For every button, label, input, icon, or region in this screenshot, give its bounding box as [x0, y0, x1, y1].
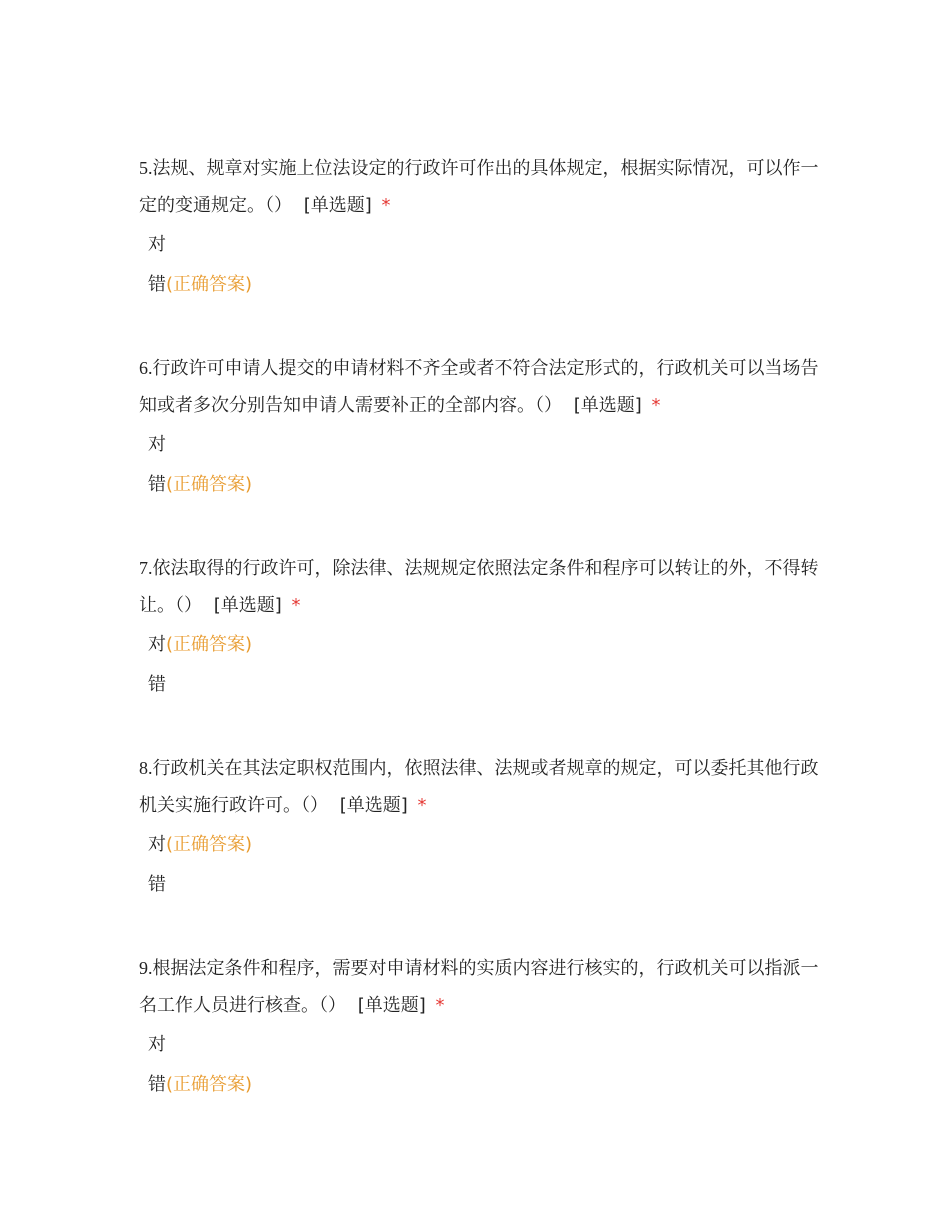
options-list: [139, 432, 819, 498]
option-label: 错: [148, 274, 166, 295]
option-false[interactable]: [148, 472, 819, 498]
question-text: 根据法定条件和程序，需要对申请材料的实质内容进行核实的，行政机关可以指派一名工作人员进行核查。（）: [139, 958, 819, 1016]
option-label: 错: [148, 1074, 166, 1095]
question-number: 5.: [139, 158, 153, 178]
option-true[interactable]: [148, 832, 819, 858]
options-list: [139, 632, 819, 698]
question-number: 6.: [139, 358, 153, 378]
option-false[interactable]: [148, 272, 819, 298]
question-text: 行政许可申请人提交的申请材料不齐全或者不符合法定形式的，行政机关可以当场告知或者多次分别告知申请人需要补正的全部内容。（）: [139, 358, 819, 416]
question-type: [单选题]: [339, 795, 408, 816]
option-label: 对: [148, 434, 166, 455]
options-list: [139, 1032, 819, 1098]
question-type: [单选题]: [213, 595, 282, 616]
question-type: [单选题]: [357, 995, 426, 1016]
option-false[interactable]: [148, 1072, 819, 1098]
question-type: [单选题]: [303, 195, 372, 216]
required-mark: *: [417, 795, 427, 816]
required-mark: *: [291, 595, 301, 616]
option-label: 对: [148, 634, 166, 655]
question-number: 7.: [139, 558, 153, 578]
question-title: [139, 150, 819, 224]
question-number: 9.: [139, 958, 153, 978]
question-text: 法规、规章对实施上位法设定的行政许可作出的具体规定，根据实际情况，可以作一定的变通规定。（）: [139, 158, 819, 216]
correct-answer-note: (正确答案): [166, 834, 253, 855]
option-label: 错: [148, 474, 166, 495]
question-title: [139, 550, 819, 624]
question-5: [139, 150, 819, 312]
correct-answer-note: (正确答案): [166, 474, 253, 495]
question-title: [139, 750, 819, 824]
correct-answer-note: (正确答案): [166, 634, 253, 655]
question-title: [139, 950, 819, 1024]
option-true[interactable]: [148, 632, 819, 658]
required-mark: *: [651, 395, 661, 416]
option-label: 对: [148, 834, 166, 855]
correct-answer-note: (正确答案): [166, 1074, 253, 1095]
option-label: 错: [148, 874, 166, 895]
option-label: 对: [148, 234, 166, 255]
option-label: 对: [148, 1034, 166, 1055]
question-type: [单选题]: [573, 395, 642, 416]
question-6: [139, 350, 819, 512]
required-mark: *: [435, 995, 445, 1016]
option-true[interactable]: [148, 1032, 819, 1058]
question-7: [139, 550, 819, 712]
option-true[interactable]: [148, 432, 819, 458]
question-8: [139, 750, 819, 912]
options-list: [139, 232, 819, 298]
option-false[interactable]: [148, 672, 819, 698]
required-mark: *: [381, 195, 391, 216]
correct-answer-note: (正确答案): [166, 274, 253, 295]
question-number: 8.: [139, 758, 153, 778]
options-list: [139, 832, 819, 898]
question-title: [139, 350, 819, 424]
question-9: [139, 950, 819, 1112]
option-label: 错: [148, 674, 166, 695]
question-text: 行政机关在其法定职权范围内，依照法律、法规或者规章的规定，可以委托其他行政机关实施行政许可。（）: [139, 758, 819, 816]
question-text: 依法取得的行政许可，除法律、法规规定依照法定条件和程序可以转让的外，不得转让。（）: [139, 558, 819, 616]
option-true[interactable]: [148, 232, 819, 258]
option-false[interactable]: [148, 872, 819, 898]
